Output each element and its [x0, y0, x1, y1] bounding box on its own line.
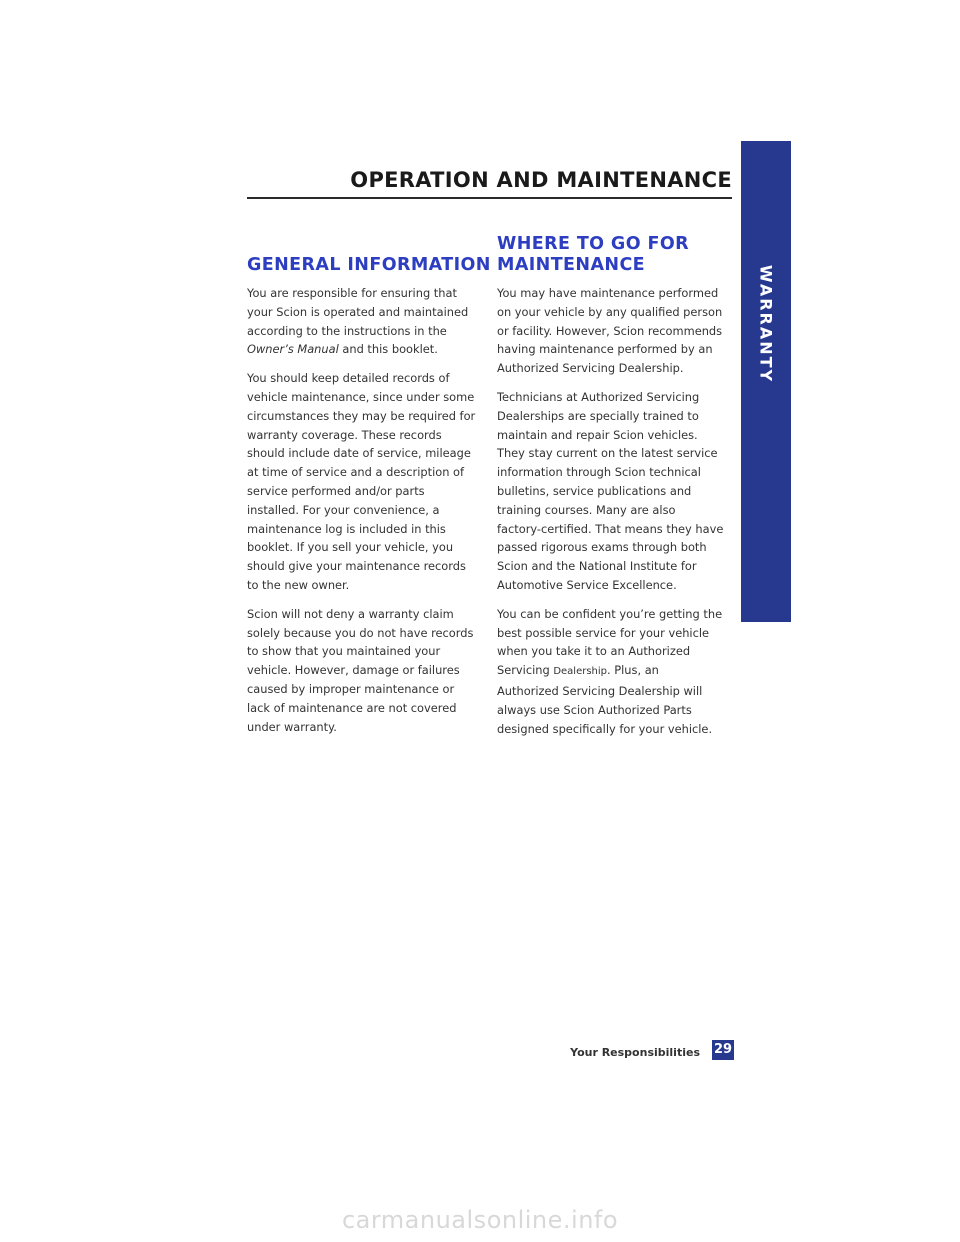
- text-line: They stay current on the latest service: [497, 446, 718, 461]
- text-line: Technicians at Authorized Servicing: [497, 389, 700, 404]
- text-line: training courses. Many are also: [497, 502, 676, 517]
- text-line: maintain and repair Scion vehicles.: [497, 427, 698, 442]
- text-line: maintenance log is included in this: [247, 521, 446, 536]
- text-line: [247, 340, 479, 359]
- text-line: caused by improper maintenance or: [247, 681, 455, 696]
- text-line: always use Scion Authorized Parts: [497, 702, 692, 717]
- text-line: at time of service and a description of: [247, 465, 465, 480]
- text-fragment: . Plus, an: [607, 663, 659, 678]
- text-line: bulletins, service publications and: [497, 483, 692, 498]
- header-divider: [247, 197, 732, 199]
- text-line: Scion will not deny a warranty claim: [247, 606, 454, 621]
- owners-manual-title: Owner’s Manual: [247, 342, 339, 357]
- where-to-go-heading: [497, 234, 689, 276]
- text-line: according to the instructions in the: [247, 323, 447, 338]
- text-line: designed specifically for your vehicle.: [497, 721, 713, 736]
- heading-line: MAINTENANCE: [497, 255, 646, 275]
- general-information-body: [247, 284, 479, 746]
- text-fragment: and this booklet.: [338, 342, 438, 357]
- text-line: factory-certified. That means they have: [497, 521, 724, 536]
- dealership-word: Dealership: [553, 666, 608, 678]
- text-line: You may have maintenance performed: [497, 286, 719, 300]
- text-line: having maintenance performed by an: [497, 342, 713, 357]
- text-line: Automotive Service Excellence.: [497, 577, 677, 592]
- text-line: Authorized Servicing Dealership will: [497, 683, 703, 698]
- text-line: booklet. If you sell your vehicle, you: [247, 540, 454, 555]
- text-line: vehicle maintenance, since under some: [247, 389, 475, 404]
- text-line: when you take it to an Authorized: [497, 644, 691, 659]
- text-fragment: Servicing: [497, 663, 554, 678]
- text-line: You can be confident you’re getting the: [497, 606, 723, 621]
- text-line: You should keep detailed records of: [247, 371, 450, 386]
- where-to-go-body: [497, 284, 731, 748]
- text-line: solely because you do not have records: [247, 625, 474, 640]
- text-line: on your vehicle by any qualified person: [497, 304, 723, 319]
- paragraph: [247, 605, 479, 737]
- text-line: vehicle. However, damage or failures: [247, 663, 460, 678]
- page-title: OPERATION AND MAINTENANCE: [350, 168, 732, 192]
- text-line: to the new owner.: [247, 577, 350, 592]
- watermark: carmanualsonline.info: [341, 1206, 619, 1234]
- text-line: lack of maintenance are not covered: [247, 700, 457, 715]
- text-line: best possible service for your vehicle: [497, 625, 710, 640]
- text-line: your Scion is operated and maintained: [247, 304, 469, 319]
- section-side-tab: [741, 141, 791, 622]
- paragraph: [497, 605, 731, 739]
- text-line: warranty coverage. These records: [247, 427, 442, 442]
- text-line: should give your maintenance records: [247, 559, 466, 574]
- text-line: to show that you maintained your: [247, 644, 441, 659]
- text-line: Dealerships are specially trained to: [497, 408, 699, 423]
- text-line: You are responsible for ensuring that: [247, 286, 457, 300]
- paragraph: [497, 284, 731, 378]
- page-number: 29: [712, 1040, 734, 1060]
- page-footer: [556, 1040, 734, 1060]
- text-line: [497, 661, 731, 682]
- paragraph: [247, 369, 479, 595]
- heading-line: WHERE TO GO FOR: [497, 234, 689, 254]
- paragraph: [497, 388, 731, 595]
- text-line: service performed and/or parts: [247, 483, 425, 498]
- text-line: passed rigorous exams through both: [497, 540, 707, 555]
- text-line: or facility. However, Scion recommends: [497, 323, 723, 338]
- text-line: Authorized Servicing Dealership.: [497, 361, 684, 376]
- text-line: installed. For your convenience, a: [247, 502, 440, 517]
- text-line: under warranty.: [247, 719, 337, 734]
- paragraph: [247, 284, 479, 359]
- footer-section-label: Your Responsibilities: [570, 1046, 700, 1059]
- side-tab-label: WARRANTY: [756, 264, 776, 383]
- general-information-heading: GENERAL INFORMATION: [247, 255, 491, 275]
- text-line: should include date of service, mileage: [247, 446, 471, 461]
- text-line: information through Scion technical: [497, 465, 701, 480]
- text-line: circumstances they may be required for: [247, 408, 476, 423]
- text-line: Scion and the National Institute for: [497, 559, 697, 574]
